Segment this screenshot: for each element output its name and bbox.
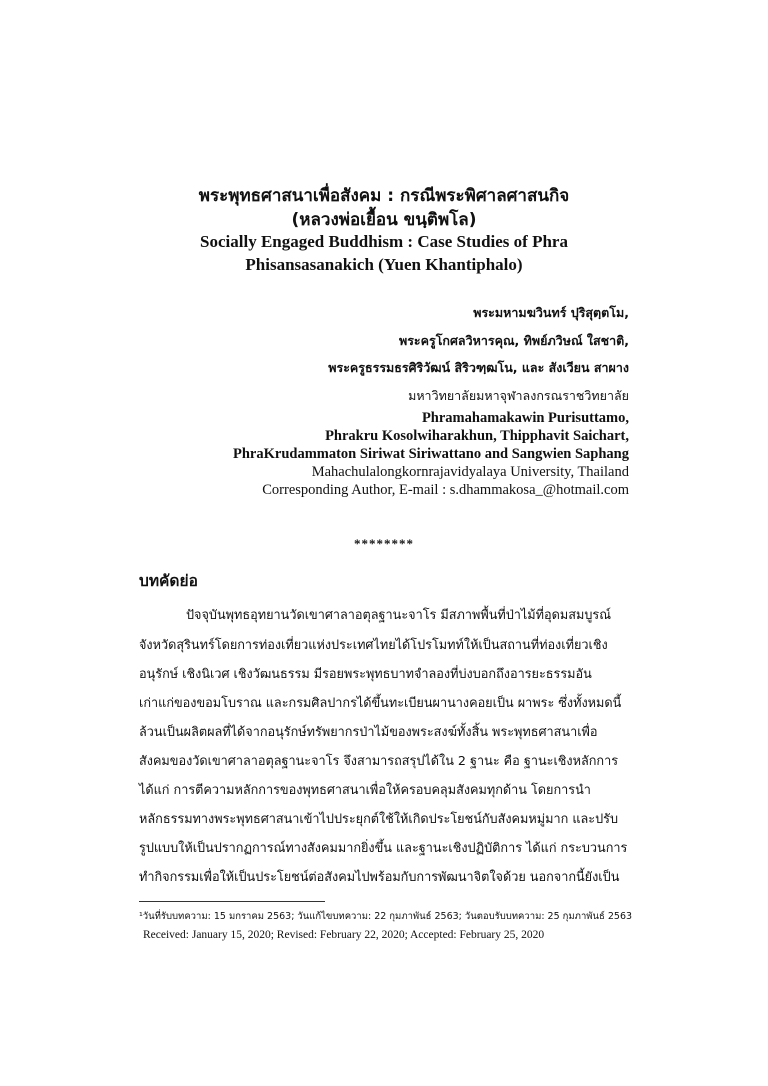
author-english-3: PhraKrudammaton Siriwat Siriwattano and Sangwien Saphang <box>233 446 629 462</box>
author-thai-2: พระครูโกศลวิหารคุณ, ทิพย์ภวิษณ์ ใสชาติ, <box>398 333 629 348</box>
abstract-line: รูปแบบให้เป็นปรากฏการณ์ทางสังคมมากยิ่งขึ้น และฐานะเชิงปฏิบัติการ ได้แก่ กระบวนการ <box>139 840 628 855</box>
corresponding-author: Corresponding Author, E-mail : s.dhammakosa_@hotmail.com <box>262 482 629 498</box>
footnote-english-dates: Received: January 15, 2020; Revised: February 22, 2020; Accepted: February 25, 2020 <box>143 929 545 941</box>
abstract-line: สังคมของวัดเขาศาลาอตุลฐานะจาโร จึงสามารถสรุปได้ใน 2 ฐานะ คือ ฐานะเชิงหลักการ <box>139 753 619 768</box>
footnote-thai-dates: ¹วันที่รับบทความ: 15 มกราคม 2563; วันแก้ไขบทความ: 22 กุมภาพันธ์ 2563; วันตอบรับบทความ: 25 กุมภาพันธ์ 2563 <box>139 911 633 922</box>
author-english-2: Phrakru Kosolwiharakhun, Thipphavit Saichart, <box>325 428 629 444</box>
author-thai-1: พระมหามฆวินทร์ ปุริสุตฺตโม, <box>473 305 629 320</box>
title-english-line-1: Socially Engaged Buddhism : Case Studies of Phra <box>200 232 568 251</box>
abstract-heading: บทคัดย่อ <box>139 572 198 590</box>
abstract-line: จังหวัดสุรินทร์โดยการท่องเที่ยวแห่งประเทศไทยได้โปรโมทท์ให้เป็นสถานที่ท่องเที่ยวเชิง <box>139 637 608 652</box>
section-separator: ******** <box>354 536 414 551</box>
abstract-line: ล้วนเป็นผลิตผลที่ได้จากอนุรักษ์ทรัพยากรป่าไม้ของพระสงฆ์ทั้งสิ้น พระพุทธศาสนาเพื่อ <box>139 724 598 739</box>
abstract-line: ทำกิจกรรมเพื่อให้เป็นประโยชน์ต่อสังคมไปพร้อมกับการพัฒนาจิตใจด้วย นอกจากนี้ยังเป็น <box>139 869 620 884</box>
abstract-line: หลักธรรมทางพระพุทธศาสนาเข้าไปประยุกต์ใช้ให้เกิดประโยชน์กับสังคมหมู่มาก และปรับ <box>139 811 619 826</box>
title-thai-line-1: พระพุทธศาสนาเพื่อสังคม : กรณีพระพิศาลศาสนกิจ <box>198 186 570 206</box>
abstract-line: อนุรักษ์ เชิงนิเวศ เชิงวัฒนธรรม มีรอยพระพุทธบาทจำลองที่บ่งบอกถึงอารยะธรรมอัน <box>139 666 592 681</box>
author-thai-3: พระครูธรรมธรศิริวัฒน์ สิริวฑฺฒโน, และ สังเวียน สาผาง <box>328 360 629 375</box>
affiliation-english: Mahachulalongkornrajavidyalaya University, Thailand <box>311 464 629 480</box>
abstract-line: ปัจจุบันพุทธอุทยานวัดเขาศาลาอตุลฐานะจาโร มีสภาพพื้นที่ป่าไม้ที่อุดมสมบูรณ์ <box>186 607 611 622</box>
title-thai-line-2: (หลวงพ่อเยื้อน ขนฺติพโล) <box>291 210 477 230</box>
title-english-line-2: Phisansasanakich (Yuen Khantiphalo) <box>245 255 523 274</box>
abstract-line: ได้แก่ การตีความหลักการของพุทธศาสนาเพื่อให้ครอบคลุมสังคมทุกด้าน โดยการนำ <box>139 782 591 797</box>
footnote-divider <box>139 901 325 902</box>
abstract-line: เก่าแก่ของขอมโบราณ และกรมศิลปากรได้ขึ้นทะเบียนผานางคอยเป็น ผาพระ ซึ่งทั้งหมดนี้ <box>139 695 622 710</box>
author-english-1: Phramahamakawin Purisuttamo, <box>421 410 629 426</box>
affiliation-thai: มหาวิทยาลัยมหาจุฬาลงกรณราชวิทยาลัย <box>408 388 629 403</box>
